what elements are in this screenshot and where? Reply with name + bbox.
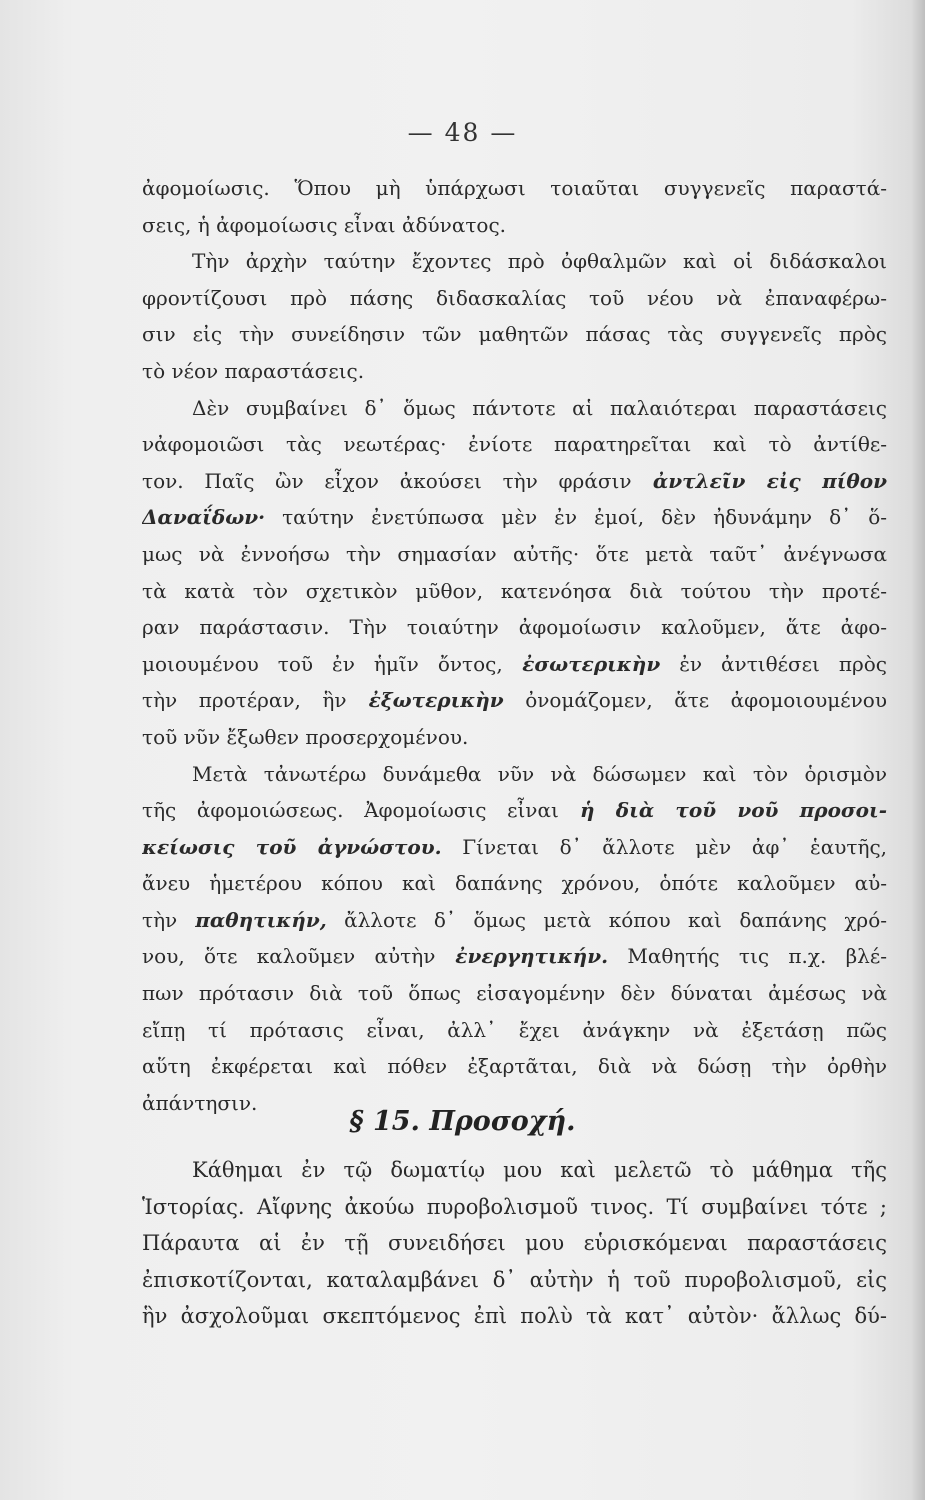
text-line bbox=[142, 353, 887, 390]
line-text: Μαθητής τις π.χ. βλέ- bbox=[608, 944, 887, 969]
line-text: Γίνεται δ᾽ ἄλλοτε μὲν ἀφ᾽ ἑαυτῆς, bbox=[441, 834, 887, 859]
text-line bbox=[142, 463, 887, 500]
text-line bbox=[142, 829, 887, 866]
line-text: αὕτη ἐκφέρεται καὶ πόθεν ἐξαρτᾶται, διὰ νὰ δώσῃ τὴν ὀρθὴν bbox=[142, 1054, 887, 1079]
text-line bbox=[142, 499, 887, 536]
line-text: ἄλλοτε δ᾽ ὅμως μετὰ κόπου καὶ δαπάνης χρό- bbox=[326, 907, 887, 932]
line-text: Μετὰ τἀνωτέρω δυνάμεθα νῦν νὰ δώσωμεν καὶ τὸν ὁρισμὸν bbox=[192, 761, 887, 786]
line-text: ἄνευ ἡμετέρου κόπου καὶ δαπάνης χρόνου, ὁπότε καλοῦμεν αὐ- bbox=[142, 871, 887, 896]
emphasis-text: ἐσωτερικὴν bbox=[502, 651, 661, 676]
line-text: τὸ νέον παραστάσεις. bbox=[142, 358, 365, 383]
emphasis-text: ἐξωτερικὴν bbox=[346, 688, 504, 713]
line-text: Τὴν ἀρχὴν ταύτην ἔχοντες πρὸ ὀφθαλμῶν καὶ οἱ διδάσκαλοι bbox=[192, 249, 887, 274]
section-heading: § 15. Προσοχή. bbox=[349, 1106, 576, 1137]
text-line bbox=[142, 865, 887, 902]
line-text: νου, ὅτε καλοῦμεν αὐτὴν bbox=[142, 944, 436, 969]
line-text: σιν εἰς τὴν συνείδησιν τῶν μαθητῶν πάσας τὰς συγγενεῖς πρὸς bbox=[142, 322, 887, 347]
line-text: νἀφομοιῶσι τὰς νεωτέρας· ἐνίοτε παρατηρεῖται καὶ τὸ ἀντίθε- bbox=[142, 432, 887, 457]
text-line bbox=[142, 719, 887, 756]
emphasis-text: κείωσις τοῦ ἀγνώστου. bbox=[142, 834, 442, 859]
text-line bbox=[142, 646, 887, 683]
emphasis-text: παθητικήν, bbox=[177, 907, 327, 932]
text-line bbox=[142, 573, 887, 610]
text-line bbox=[142, 426, 887, 463]
line-text: ταύτην ἐνετύπωσα μὲν ἐν ἐμοί, δὲν ἠδυνάμην δ᾽ ὅ- bbox=[265, 505, 887, 530]
text-line bbox=[142, 170, 887, 207]
text-line bbox=[142, 1152, 887, 1189]
line-text: σεις, ἡ ἀφομοίωσις εἶναι ἀδύνατος. bbox=[142, 212, 507, 237]
text-line bbox=[142, 1189, 887, 1226]
text-line bbox=[142, 938, 887, 975]
line-text: εἴπῃ τί πρότασις εἶναι, ἀλλ᾽ ἔχει ἀνάγκην νὰ ἐξετάσῃ πῶς bbox=[142, 1017, 887, 1042]
text-line bbox=[142, 207, 887, 244]
line-text: πων πρότασιν διὰ τοῦ ὅπως εἰσαγομένην δὲν δύναται ἀμέσως νὰ bbox=[142, 981, 887, 1006]
text-line bbox=[142, 243, 887, 280]
text-line bbox=[142, 756, 887, 793]
line-text: τὴν προτέραν, ἣν bbox=[142, 688, 347, 713]
text-line bbox=[142, 1262, 887, 1299]
text-line bbox=[142, 1225, 887, 1262]
text-line bbox=[142, 1048, 887, 1085]
text-line bbox=[142, 609, 887, 646]
text-line bbox=[142, 536, 887, 573]
line-text: ἣν ἀσχολοῦμαι σκεπτόμενος ἐπὶ πολὺ τὰ κατ᾽ αὐτὸν· ἄλλως δύ- bbox=[142, 1304, 887, 1328]
emphasis-text: ἀντλεῖν εἰς πίθον bbox=[631, 468, 887, 493]
line-text: μως νὰ ἐννοήσω τὴν σημασίαν αὐτῆς· ὅτε μετὰ ταῦτ᾽ ἀνέγνωσα bbox=[142, 541, 887, 566]
line-text: ραν παράστασιν. Τὴν τοιαύτην ἀφομοίωσιν καλοῦμεν, ἅτε ἀφο- bbox=[142, 615, 887, 640]
line-text: ἀπάντησιν. bbox=[142, 1090, 258, 1115]
line-text: ἀφομοίωσις. Ὅπου μὴ ὑπάρχωσι τοιαῦται συγγενεῖς παραστά- bbox=[142, 176, 887, 200]
emphasis-text: ἐνεργητικήν. bbox=[435, 944, 609, 969]
line-text: τῆς ἀφομοιώσεως. Ἀφομοίωσις εἶναι bbox=[142, 798, 559, 823]
text-line bbox=[142, 975, 887, 1012]
text-line bbox=[142, 792, 887, 829]
line-text: ἐν ἀντιθέσει πρὸς bbox=[660, 651, 887, 676]
emphasis-text: Δαναΐδων· bbox=[142, 505, 266, 530]
line-text: τοῦ νῦν ἔξωθεν προσερχομένου. bbox=[142, 724, 469, 749]
line-text: ὀνομάζομεν, ἅτε ἀφομοιουμένου bbox=[503, 688, 887, 713]
text-line bbox=[142, 902, 887, 939]
line-text: Ἱστορίας. Αἴφνης ἀκούω πυροβολισμοῦ τινος. Τί συμβαίνει τότε ; bbox=[142, 1194, 887, 1219]
text-line bbox=[142, 1298, 887, 1335]
line-text: τον. Παῖς ὢν εἶχον ἀκούσει τὴν φράσιν bbox=[142, 468, 632, 493]
line-text: τὰ κατὰ τὸν σχετικὸν μῦθον, κατενόησα διὰ τούτου τὴν προτέ- bbox=[142, 578, 887, 603]
line-text: Δὲν συμβαίνει δ᾽ ὅμως πάντοτε αἱ παλαιότεραι παραστάσεις bbox=[192, 395, 887, 420]
text-line bbox=[142, 1012, 887, 1049]
page-number: — 48 — bbox=[407, 118, 518, 147]
text-line bbox=[142, 280, 887, 317]
line-text: Πάραυτα αἱ ἐν τῇ συνειδήσει μου εὑρισκόμεναι παραστάσεις bbox=[142, 1231, 887, 1255]
emphasis-text: ἡ διὰ τοῦ νοῦ προσοι- bbox=[558, 798, 887, 823]
line-text: μοιουμένου τοῦ ἐν ἡμῖν ὄντος, bbox=[142, 651, 503, 676]
line-text: φροντίζουσι πρὸ πάσης διδασκαλίας τοῦ νέου νὰ ἐπαναφέρω- bbox=[142, 285, 887, 310]
line-text: ἐπισκοτίζονται, καταλαμβάνει δ᾽ αὐτὴν ἡ τοῦ πυροβολισμοῦ, εἰς bbox=[142, 1267, 887, 1292]
line-text: τὴν bbox=[142, 907, 178, 932]
line-text: Κάθημαι ἐν τῷ δωματίῳ μου καὶ μελετῶ τὸ μάθημα τῆς bbox=[192, 1158, 887, 1182]
page-edge-shadow bbox=[911, 0, 925, 1500]
text-line bbox=[142, 316, 887, 353]
section-text bbox=[142, 1152, 887, 1335]
text-line bbox=[142, 682, 887, 719]
main-text bbox=[142, 170, 887, 1121]
text-line bbox=[142, 390, 887, 427]
